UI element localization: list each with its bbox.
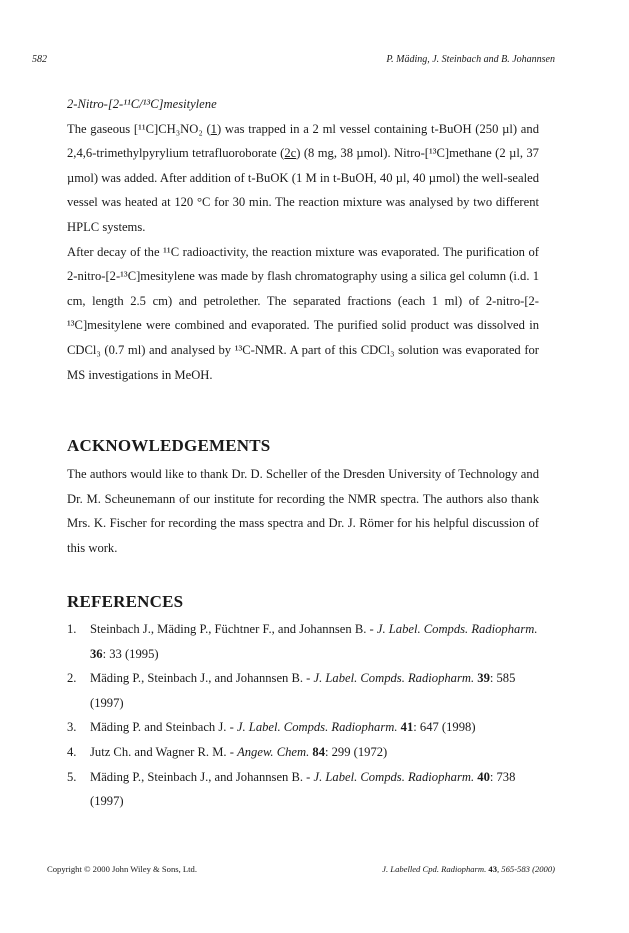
references-heading: REFERENCES: [67, 592, 184, 611]
reference-list: [67, 617, 539, 814]
acknowledgements-heading: ACKNOWLEDGEMENTS: [67, 436, 271, 455]
acknowledgements-section: [67, 462, 539, 560]
experimental-paragraph-1: The gaseous [¹¹C]CH₃NO₂ (1) was trapped in a 2 ml vessel containing t-BuOH (250 µl) and 2,4,6-trimethylpyrylium tetrafluoroborate (2c) (8 mg, 38 µmol). Nitro-[¹³C]methane (2 µl, 37 µmol) was added. After addition of t-BuOK (1 M in t-BuOH, 40 µl, 40 µmol) the well-sealed vessel was heated at 120 °C for 30 min. The reaction mixture was analysed by two different HPLC systems.: [67, 121, 539, 234]
page-number: 582: [32, 54, 47, 65]
copyright-notice: Copyright © 2000 John Wiley & Sons, Ltd.: [47, 864, 197, 874]
acknowledgements-text: The authors would like to thank Dr. D. Scheller of the Dresden University of Technology and Dr. M. Scheunemann of our institute for recording the NMR spectra. The authors also thank Mrs. K. Fischer for recording the mass spectra and Dr. J. Römer for his helpful discussion of this work.: [67, 467, 539, 555]
section-title: 2-Nitro-[2-¹¹C/¹³C]mesitylene: [67, 97, 217, 111]
experimental-paragraph-2: After decay of the ¹¹C radioactivity, the reaction mixture was evaporated. The purification of 2-nitro-[2-¹³C]mesitylene was made by flash chromatography using a silica gel column (i.d. 1 cm, length 2.5 cm) and petrolether. The separated fractions (each 1 ml) of 2-nitro-[2-¹³C]mesitylene were combined and evaporated. The purified solid product was dissolved in CDCl₃ (0.7 ml) and analysed by ¹³C-NMR. A part of this CDCl₃ solution was evaporated for MS investigations in MeOH.: [67, 244, 539, 382]
reference-item: 5. Mäding P., Steinbach J., and Johannsen B. - J. Label. Compds. Radiopharm. 40: 738 (1997): [67, 769, 516, 809]
journal-citation: J. Labelled Cpd. Radiopharm. 43, 565-583 (2000): [382, 864, 555, 874]
reference-item: 4. Jutz Ch. and Wagner R. M. - Angew. Chem. 84: 299 (1972): [67, 744, 388, 759]
experimental-section: [67, 92, 539, 387]
reference-item: 3. Mäding P. and Steinbach J. - J. Label. Compds. Radiopharm. 41: 647 (1998): [67, 720, 476, 735]
compound-ref-1: 1: [210, 121, 217, 136]
reference-item: 2. Mäding P., Steinbach J., and Johannsen B. - J. Label. Compds. Radiopharm. 39: 585 (1997): [67, 671, 516, 710]
running-authors: P. Mäding, J. Steinbach and B. Johannsen: [386, 54, 555, 65]
compound-ref-2c: 2c: [284, 146, 297, 161]
reference-item: 1. Steinbach J., Mäding P., Füchtner F., and Johannsen B. - J. Label. Compds. Radiopharm. 36: 33 (1995): [67, 622, 538, 661]
